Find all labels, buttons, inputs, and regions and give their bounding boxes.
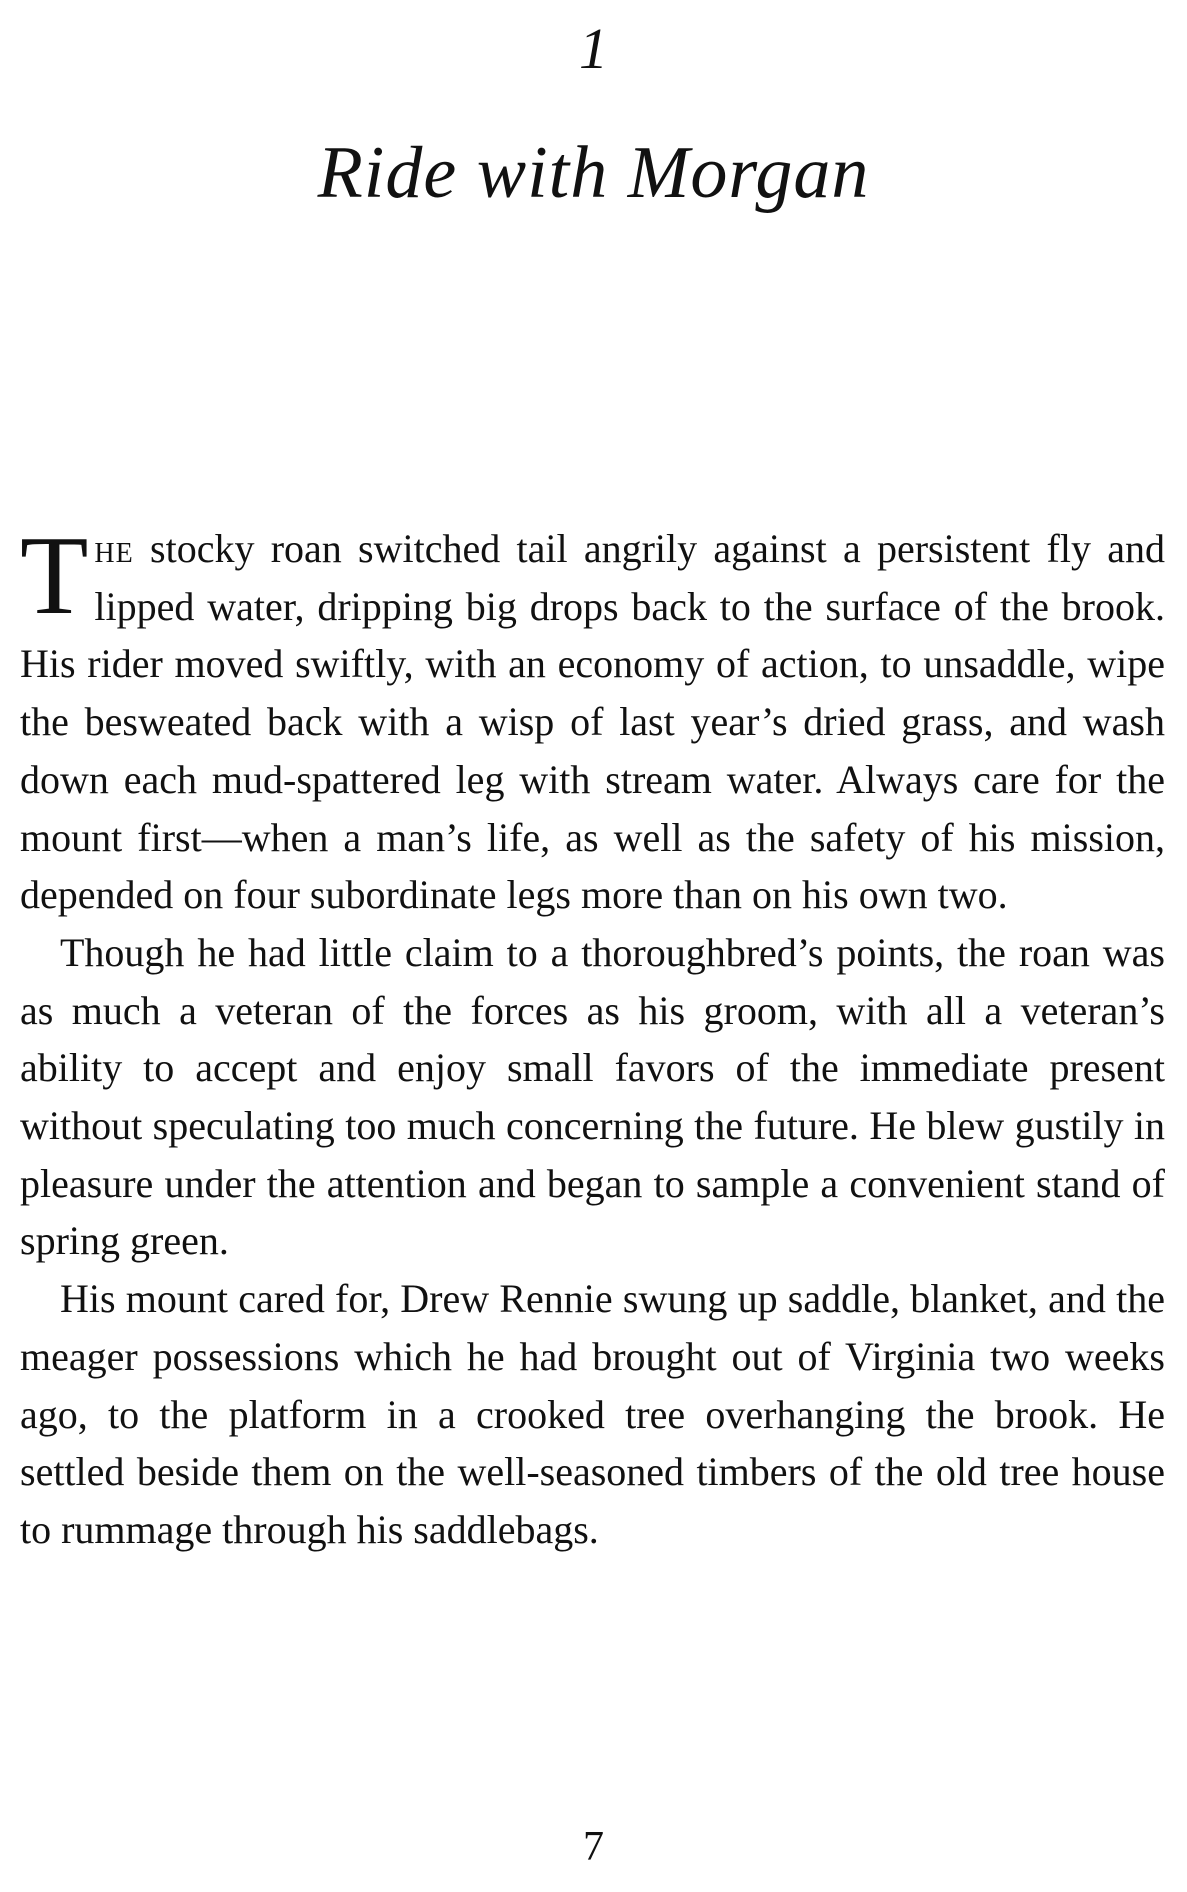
paragraph-2: Though he had little claim to a thoroughbred’s points, the roan was as much a veteran of the forces as his groom, with all a veteran’s ability to accept and enjoy small favors of the immediate present without speculating too much concerning the future. He blew gustily in pleasure under the attention and began to sample a convenient stand of spring green. (20, 929, 1165, 1264)
chapter-number: 1 (579, 16, 608, 81)
page-number: 7 (583, 1824, 604, 1870)
lead-in-small-caps: he (94, 526, 134, 571)
drop-cap: T (20, 514, 89, 638)
paragraph-1-text: stocky roan switched tail angrily against a persistent fly and lipped water, dripping big drops back to the surface of the brook. His rider moved swiftly, with an economy of action, to unsaddle, wipe the besweated back with a wisp of last year’s dried grass, and wash down each mud-spattered leg with stream water. Always care for the mount first—when a man’s life, as well as the safety of his mission, depended on four subordinate legs more than on his own two. (20, 526, 1165, 918)
body-text (20, 514, 1165, 1559)
chapter-title: Ride with Morgan (317, 132, 870, 214)
paragraph-1 (20, 514, 1165, 924)
paragraph-3: His mount cared for, Drew Rennie swung up saddle, blanket, and the meager possessions which he had brought out of Virginia two weeks ago, to the platform in a crooked tree overhanging the brook. He settled beside them on the well-seasoned timbers of the old tree house to rummage through his saddlebags. (20, 1276, 1165, 1552)
